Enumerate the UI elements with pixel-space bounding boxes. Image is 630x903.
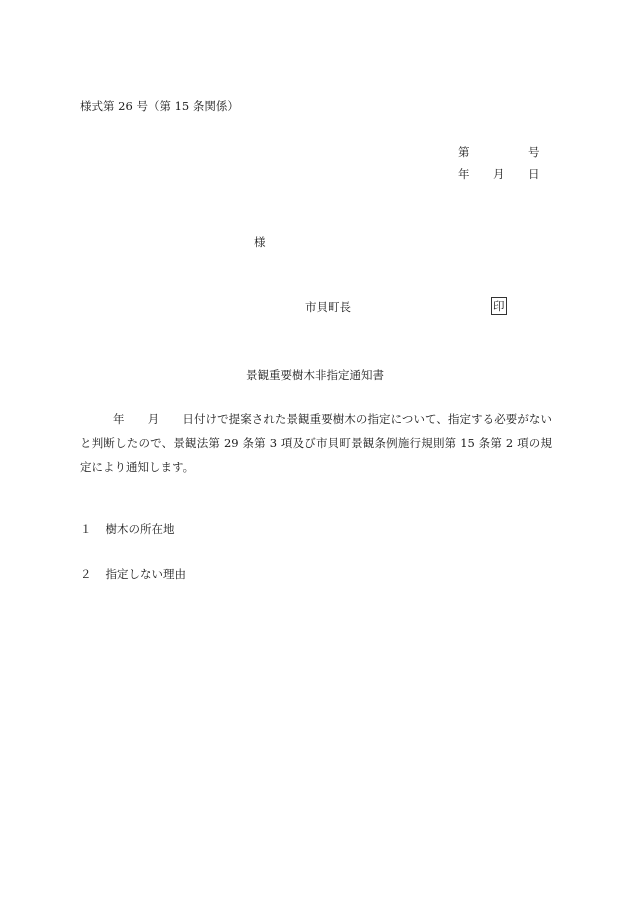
list-item: [80, 566, 186, 582]
date-month-label: 月: [493, 167, 505, 181]
notice-body: [80, 407, 552, 479]
seal-mark: 印: [493, 299, 505, 313]
document-title: 景観重要樹木非指定通知書: [246, 368, 384, 382]
item-number: ２: [80, 567, 92, 581]
item-label: 樹木の所在地: [105, 522, 175, 536]
item-number: １: [80, 522, 92, 536]
document-number-prefix: 第: [458, 145, 470, 159]
notice-body-text: 年 月 日付けで提案された景観重要樹木の指定について、指定する必要がないと判断したので、景観法第 29 条第 3 項及び市貝町景観条例施行規則第 15 条第 2 項の規定により通知します。: [80, 412, 552, 474]
date-day-label: 日: [528, 167, 540, 181]
document-number-suffix: 号: [528, 145, 540, 159]
sender-title: 市貝町長: [305, 300, 351, 314]
addressee-honorific: 様: [254, 235, 266, 249]
date-year-label: 年: [458, 167, 470, 181]
item-label: 指定しない理由: [105, 567, 186, 581]
list-item: [80, 521, 175, 537]
form-identifier: 様式第 26 号（第 15 条関係）: [80, 99, 239, 113]
